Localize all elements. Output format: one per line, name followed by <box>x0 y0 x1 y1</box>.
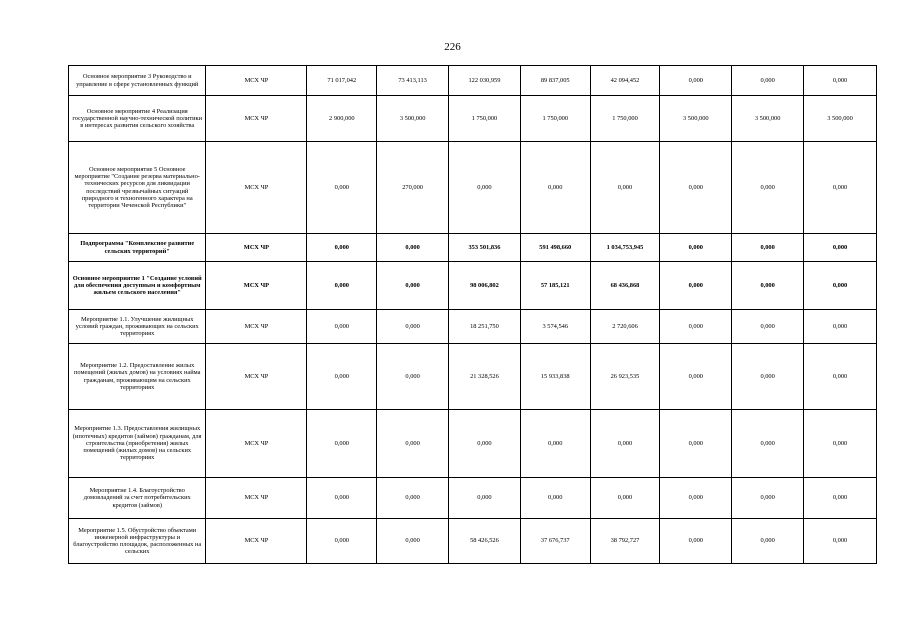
table-row <box>69 344 877 410</box>
row-value: 0,000 <box>307 410 377 478</box>
row-value: 0,000 <box>804 142 877 234</box>
row-value: 122 030,959 <box>449 66 521 96</box>
row-value: 0,000 <box>660 234 732 262</box>
row-description: Основное мероприятие 4 Реализация государственной научно-технической политики в интересах развития сельского хозяйства <box>69 96 206 142</box>
row-description: Основное мероприятие 5 Основное мероприятие "Создание резерва материально-технических ресурсов для ликвидации последствий чрезвычайных ситуаций природного и техногенного характера на территории Чеченской Республики" <box>69 142 206 234</box>
row-value: 0,000 <box>804 262 877 310</box>
row-value: 0,000 <box>732 262 804 310</box>
row-value: 0,000 <box>804 310 877 344</box>
row-organization: МСХ ЧР <box>206 66 307 96</box>
row-value: 68 436,868 <box>590 262 660 310</box>
row-value: 3 500,000 <box>660 96 732 142</box>
row-description: Мероприятие 1.4. Благоустройство домовладений за счет потребительских кредитов (займов) <box>69 478 206 519</box>
row-value: 0,000 <box>732 478 804 519</box>
row-organization: МСХ ЧР <box>206 234 307 262</box>
row-value: 353 501,836 <box>449 234 521 262</box>
row-value: 0,000 <box>449 410 521 478</box>
row-organization: МСХ ЧР <box>206 96 307 142</box>
row-description: Основное мероприятие 1 "Создание условий для обеспечения доступным и комфортным жильем сельского населения" <box>69 262 206 310</box>
row-value: 0,000 <box>449 142 521 234</box>
row-value: 0,000 <box>377 410 449 478</box>
row-value: 58 426,526 <box>449 519 521 564</box>
row-organization: МСХ ЧР <box>206 344 307 410</box>
row-description: Мероприятие 1.5. Обустройство объектами инженерной инфраструктуры и благоустройство площадок, расположенных на сельских <box>69 519 206 564</box>
row-value: 0,000 <box>377 234 449 262</box>
row-value: 15 933,838 <box>520 344 590 410</box>
row-value: 0,000 <box>804 410 877 478</box>
row-value: 0,000 <box>590 410 660 478</box>
row-value: 0,000 <box>307 310 377 344</box>
row-value: 42 094,452 <box>590 66 660 96</box>
row-value: 0,000 <box>660 410 732 478</box>
row-organization: МСХ ЧР <box>206 519 307 564</box>
table-row <box>69 410 877 478</box>
table-row <box>69 478 877 519</box>
row-value: 37 676,737 <box>520 519 590 564</box>
row-organization: МСХ ЧР <box>206 410 307 478</box>
row-value: 0,000 <box>732 519 804 564</box>
row-value: 0,000 <box>377 310 449 344</box>
row-value: 0,000 <box>732 344 804 410</box>
row-organization: МСХ ЧР <box>206 310 307 344</box>
row-value: 98 006,802 <box>449 262 521 310</box>
row-value: 1 750,000 <box>449 96 521 142</box>
row-value: 57 185,121 <box>520 262 590 310</box>
row-value: 0,000 <box>449 478 521 519</box>
row-description: Подпрограмма "Комплексное развитие сельских территорий" <box>69 234 206 262</box>
row-value: 0,000 <box>590 478 660 519</box>
row-value: 591 498,660 <box>520 234 590 262</box>
row-value: 3 574,546 <box>520 310 590 344</box>
table-row <box>69 142 877 234</box>
row-value: 73 413,113 <box>377 66 449 96</box>
row-value: 0,000 <box>732 234 804 262</box>
row-value: 0,000 <box>590 142 660 234</box>
row-description: Мероприятие 1.2. Предоставление жилых помещений (жилых домов) на условиях найма гражданам, проживающим на сельских территориях <box>69 344 206 410</box>
row-value: 0,000 <box>520 478 590 519</box>
row-value: 0,000 <box>307 234 377 262</box>
row-value: 89 837,005 <box>520 66 590 96</box>
row-value: 0,000 <box>377 519 449 564</box>
page-number: 226 <box>444 41 461 53</box>
row-value: 270,000 <box>377 142 449 234</box>
row-value: 38 792,727 <box>590 519 660 564</box>
row-value: 2 900,000 <box>307 96 377 142</box>
row-value: 0,000 <box>520 410 590 478</box>
row-value: 0,000 <box>377 478 449 519</box>
table-row <box>69 234 877 262</box>
row-description: Мероприятие 1.1. Улучшение жилищных условий граждан, проживающих на сельских территориях <box>69 310 206 344</box>
row-value: 0,000 <box>732 66 804 96</box>
row-value: 0,000 <box>660 478 732 519</box>
row-value: 0,000 <box>732 410 804 478</box>
row-value: 3 500,000 <box>732 96 804 142</box>
row-value: 0,000 <box>660 142 732 234</box>
budget-table <box>68 65 877 564</box>
table-row <box>69 66 877 96</box>
row-value: 0,000 <box>660 66 732 96</box>
row-value: 0,000 <box>377 344 449 410</box>
row-value: 0,000 <box>804 478 877 519</box>
row-value: 21 328,526 <box>449 344 521 410</box>
row-organization: МСХ ЧР <box>206 478 307 519</box>
row-value: 3 500,000 <box>377 96 449 142</box>
row-value: 0,000 <box>307 344 377 410</box>
table-row <box>69 96 877 142</box>
row-description: Основное мероприятие 3 Руководство и управление в сфере установленных функций <box>69 66 206 96</box>
row-value: 18 251,750 <box>449 310 521 344</box>
row-value: 0,000 <box>660 519 732 564</box>
table-row <box>69 519 877 564</box>
row-value: 26 923,535 <box>590 344 660 410</box>
row-value: 0,000 <box>307 519 377 564</box>
row-value: 0,000 <box>377 262 449 310</box>
row-value: 2 720,606 <box>590 310 660 344</box>
row-value: 0,000 <box>804 66 877 96</box>
row-description: Мероприятие 1.3. Предоставления жилищных (ипотечных) кредитов (займов) гражданам, для строительства (приобретения) жилых помещений (жилых домов) на сельских территориях <box>69 410 206 478</box>
row-value: 0,000 <box>307 478 377 519</box>
table-row <box>69 262 877 310</box>
row-value: 0,000 <box>804 519 877 564</box>
table-row <box>69 310 877 344</box>
row-value: 1 034,753,945 <box>590 234 660 262</box>
row-value: 1 750,000 <box>520 96 590 142</box>
row-organization: МСХ ЧР <box>206 142 307 234</box>
row-value: 1 750,000 <box>590 96 660 142</box>
row-value: 3 500,000 <box>804 96 877 142</box>
row-value: 0,000 <box>804 234 877 262</box>
row-value: 0,000 <box>732 142 804 234</box>
row-value: 0,000 <box>307 262 377 310</box>
row-value: 0,000 <box>804 344 877 410</box>
row-value: 0,000 <box>520 142 590 234</box>
row-value: 0,000 <box>732 310 804 344</box>
row-organization: МСХ ЧР <box>206 262 307 310</box>
row-value: 71 017,042 <box>307 66 377 96</box>
row-value: 0,000 <box>307 142 377 234</box>
row-value: 0,000 <box>660 310 732 344</box>
row-value: 0,000 <box>660 262 732 310</box>
row-value: 0,000 <box>660 344 732 410</box>
